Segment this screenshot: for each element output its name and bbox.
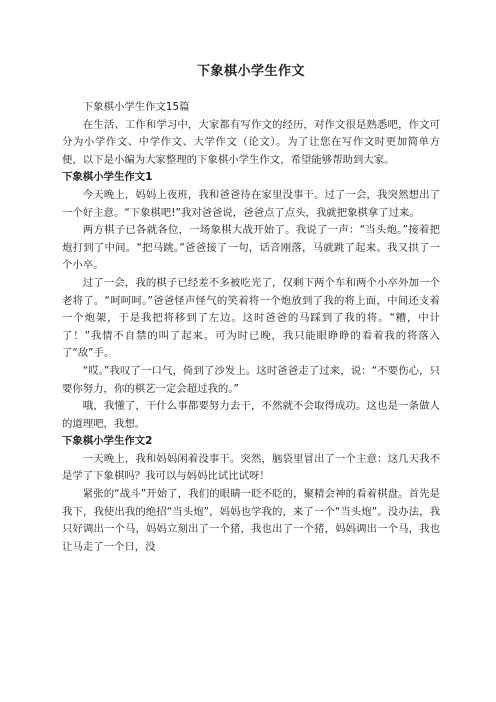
essay1-paragraph: 哦，我懂了，干什么事都要努力去干，不然就不会取得成功。这也是一条做人的道理吧，我想。 — [62, 400, 440, 430]
essay2-heading: 下象棋小学生作文2 — [62, 435, 153, 448]
document-subtitle: 下象棋小学生作文15篇 — [82, 101, 190, 113]
essay1-paragraph: 两方棋子已各就各位，一场象棋大战开始了。我说了一声：“当头炮。”接着把炮打到了中间。“把马跳。”爸爸接了一句，话音刚落，马就跳了起来。我又拱了一个小卒。 — [62, 224, 440, 272]
essay1-paragraph: “哎。”我叹了一口气，倚到了沙发上。这时爸爸走了过来，说：“不要伤心，只要你努力，你的棋艺一定会超过我的。” — [62, 364, 440, 395]
essay2-paragraph: 紧张的“战斗”开始了，我们的眼睛一眨不眨的，聚精会神的看着棋盘。首先是我下，我使出我的绝招“当头炮”，妈妈也学我的，来了一个“当头炮”。没办法，我只好调出一个马，妈妈立刻出了一个猪，我也出了一个猪，妈妈调出一个马，我也让马走了一个日，没 — [62, 488, 440, 553]
document-title: 下象棋小学生作文 — [196, 64, 305, 79]
essay2-paragraph: 一天晚上，我和妈妈闲着没事干。突然，脑袋里冒出了一个主意：这几天我不是学了下象棋吗？我可以与妈妈比试比试呀！ — [62, 452, 440, 483]
intro-paragraph: 在生活、工作和学习中，大家都有写作文的经历，对作文很是熟悉吧，作文可分为小学作文、中学作文、大学作文（论文）。为了让您在写作文时更加简单方便，以下是小编为大家整理的下象棋小学生作文，希望能够帮助到大家。 — [62, 118, 440, 166]
essay1-paragraph: 今天晚上，妈妈上夜班，我和爸爸待在家里没事干。过了一会，我突然想出了一个好主意。“下象棋吧!”我对爸爸说，爸爸点了点头，我就把象棋拿了过来。 — [62, 188, 440, 219]
essay1-paragraph: 过了一会，我的棋子已经差不多被吃光了，仅剩下两个车和两个小卒外加一个老将了。“呵呵呵。”爸爸怪声怪气的笑着将一个炮放到了我的将上面，中间还支着一个炮架，于是我把将移到了左边。这时爸爸的马踩到了我的将。“糟，中计了！”我情不自禁的叫了起来。可为时已晚，我只能眼睁睁的看着我的将落入了“敌”手。 — [62, 276, 440, 360]
essay1-heading: 下象棋小学生作文1 — [62, 171, 153, 184]
